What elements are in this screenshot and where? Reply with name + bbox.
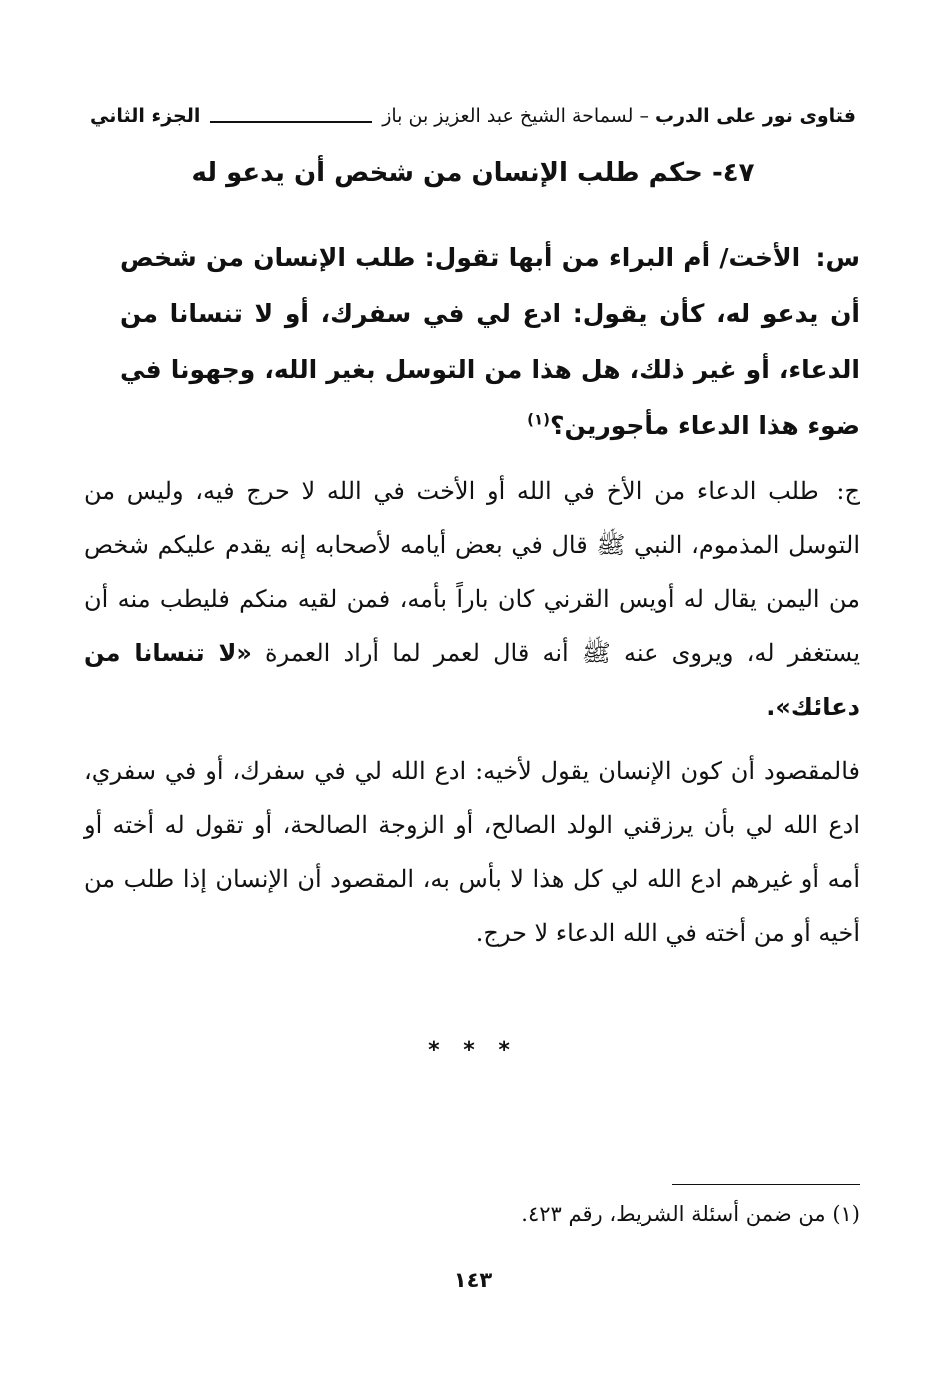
answer-marker: ج: (836, 477, 860, 505)
answer-paragraph (84, 464, 860, 734)
footnote-rule (672, 1184, 860, 1185)
footnote-reference: (١) (527, 410, 550, 429)
answer-quote: «لا تنسانا من دعائك». (84, 639, 860, 721)
author-name: – لسماحة الشيخ عبد العزيز بن باز (382, 105, 655, 127)
question-paragraph (120, 230, 860, 454)
volume-label: الجزء الثاني (90, 105, 201, 127)
question-marker: س: (815, 243, 860, 272)
question-text: الأخت/ أم البراء من أبها تقول: طلب الإنسان من شخص أن يدعو له، كأن يقول: ادع لي في سفرك، أو لا تنسانا من الدعاء، أو غير ذلك، هل هذا من التوسل بغير الله، وجهونا في ضوء هذا الدعاء مأجورين؟ (120, 243, 860, 440)
section-title: ٤٧- حكم طلب الإنسان من شخص أن يدعو له (191, 158, 755, 188)
running-header (90, 96, 856, 136)
section-divider: * * * (428, 1038, 518, 1063)
header-rule (210, 121, 372, 123)
page-number: ١٤٣ (453, 1268, 493, 1292)
footnote-text: (١) من ضمن أسئلة الشريط، رقم ٤٢٣. (521, 1202, 860, 1226)
answer-paragraph-2: فالمقصود أن كون الإنسان يقول لأخيه: ادع الله لي في سفرك، أو في سفري، ادع الله لي بأن يرزقني الولد الصالح، أو الزوجة الصالحة، أو تقول له أخته أو أمه أو غيرهم ادع الله لي كل هذا لا بأس به، المقصود أن الإنسان إذا طلب من أخيه أو من أخته في الله الدعاء لا حرج. (84, 757, 860, 947)
book-title (382, 105, 856, 127)
book-title-text: فتاوى نور على الدرب (655, 105, 856, 127)
answer-text: طلب الدعاء من الأخ في الله أو الأخت في الله لا حرج فيه، وليس من التوسل المذموم، النبي ﷺ قال في بعض أيامه لأصحابه إنه يقدم عليكم شخص من اليمن يقال له أويس القرني كان باراً بأمه، فمن لقيه منكم فليطب منه أن يستغفر له، ويروى عنه ﷺ أنه قال لعمر لما أراد العمرة (84, 477, 860, 667)
